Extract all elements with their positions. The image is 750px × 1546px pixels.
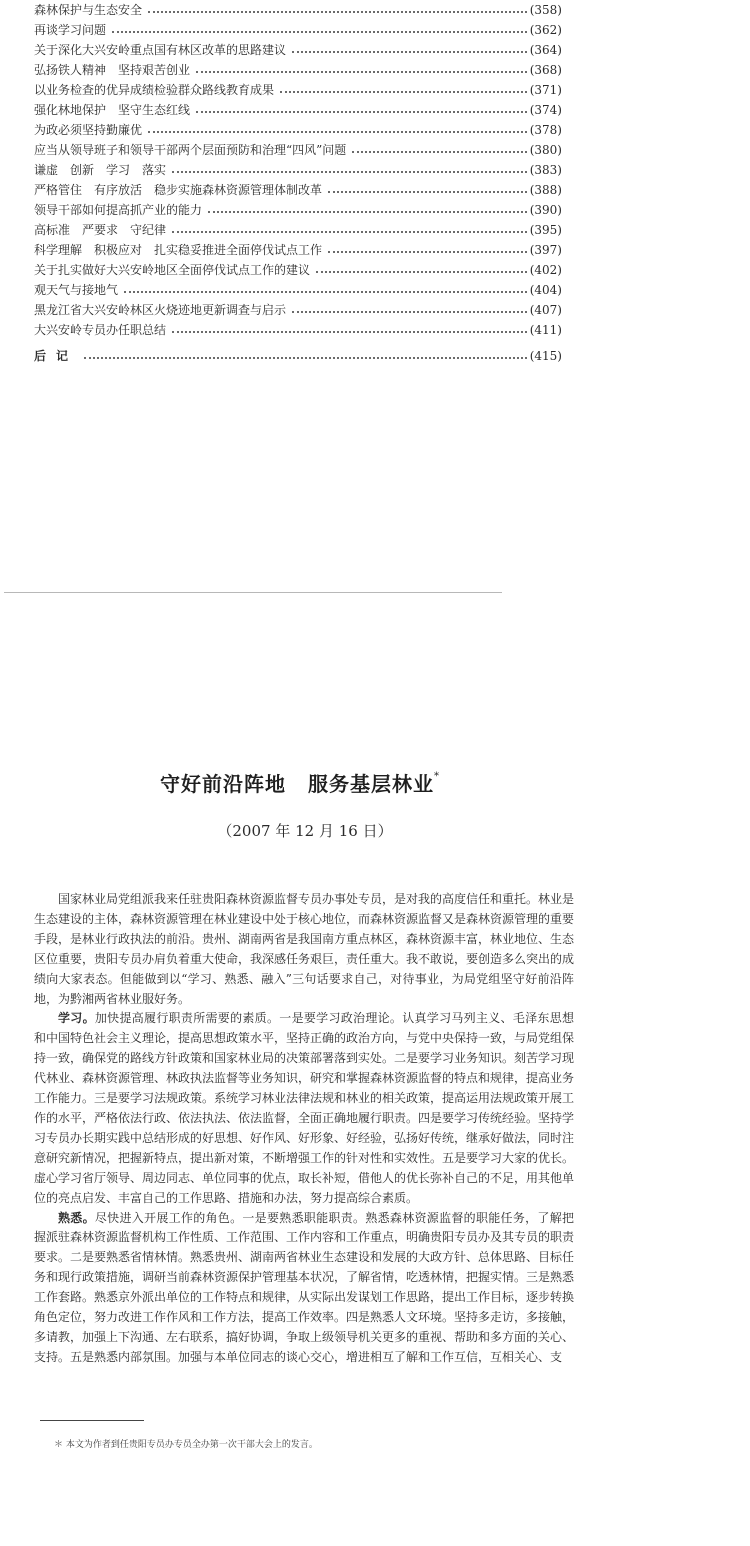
toc-entry-page: (383) (529, 163, 562, 177)
toc-entry-page: (374) (529, 103, 562, 117)
toc-entry[interactable] (34, 80, 562, 100)
toc-entry-title: 弘扬铁人精神 坚持艰苦创业 (34, 63, 191, 77)
toc-leader-dots (196, 111, 527, 113)
footnote-marker: * (434, 771, 440, 783)
toc-leader-dots (172, 231, 527, 233)
toc-leader-dots (148, 131, 527, 133)
toc-entry-title: 再谈学习问题 (34, 23, 107, 37)
toc-entry-page: (407) (529, 303, 562, 317)
toc-entry-afterword[interactable] (34, 346, 562, 366)
article-paragraph (34, 1009, 574, 1208)
toc-entry-page: (395) (529, 223, 562, 237)
toc-entry-title: 严格管住 有序放活 稳步实施森林资源管理体制改革 (34, 183, 323, 197)
toc-entry[interactable] (34, 200, 562, 220)
toc-leader-dots (352, 151, 526, 153)
toc-entry-page: (390) (529, 203, 562, 217)
article-body (34, 890, 574, 1368)
toc-entry-page: (368) (529, 63, 562, 77)
article-title-part1: 守好前沿阵地 (160, 772, 286, 796)
toc-entry[interactable] (34, 140, 562, 160)
toc-entry-title: 黑龙江省大兴安岭林区火烧迹地更新调查与启示 (34, 303, 287, 317)
toc-entry[interactable] (34, 160, 562, 180)
paragraph-lead: 学习。 (58, 1011, 95, 1026)
article-date: （2007 年 12 月 16 日） (217, 822, 393, 840)
toc-entry-page: (362) (529, 23, 562, 37)
article-title-part2: 服务基层林业 (308, 772, 434, 796)
toc-leader-dots (292, 51, 527, 53)
toc-entry[interactable] (34, 100, 562, 120)
toc-entry[interactable] (34, 220, 562, 240)
toc-leader-dots (280, 91, 527, 93)
footnote-rule (40, 1420, 144, 1421)
toc-entry-title: 科学理解 积极应对 扎实稳妥推进全面停伐试点工作 (34, 243, 323, 257)
toc-entry[interactable] (34, 240, 562, 260)
toc-entry-title: 关于扎实做好大兴安岭地区全面停伐试点工作的建议 (34, 263, 311, 277)
toc-leader-dots (316, 271, 527, 273)
toc-entry-page: (364) (529, 43, 562, 57)
toc-entry-title: 谦虚 创新 学习 落实 (34, 163, 167, 177)
toc-leader-dots (124, 291, 527, 293)
toc-leader-dots (292, 311, 527, 313)
toc-entry-title: 大兴安岭专员办任职总结 (34, 323, 167, 337)
toc-leader-dots (112, 31, 527, 33)
toc-leader-dots (208, 211, 527, 213)
toc-entry[interactable] (34, 20, 562, 40)
toc-entry-title: 观天气与接地气 (34, 283, 119, 297)
toc-entry[interactable] (34, 260, 562, 280)
toc-entry-title: 为政必须坚持勤廉优 (34, 123, 143, 137)
toc-entry[interactable] (34, 120, 562, 140)
toc-entry[interactable] (34, 280, 562, 300)
toc-entry[interactable] (34, 60, 562, 80)
toc-entry-page: (371) (529, 83, 562, 97)
toc-entry-title: 强化林地保护 坚守生态红线 (34, 103, 191, 117)
toc-entry-page: (358) (529, 3, 562, 17)
paragraph-text: 尽快进入开展工作的角色。一是要熟悉职能职责。熟悉森林资源监督的职能任务，了解把握派驻森林资源监督机构工作性质、工作范围、工作内容和工作重点，明确贵阳专员办及其专员的职责要求。二是要熟悉省情林情。熟悉贵州、湖南两省林业生态建设和发展的大政方针、总体思路、目标任务和现行政策措施，调研当前森林资源保护管理基本状况，了解省情，吃透林情，把握实情。三是熟悉工作套路。熟悉京外派出单位的工作特点和规律，从实际出发谋划工作思路，提出工作目标，逐步转换角色定位，努力改进工作作风和工作方法，提高工作效率。四是熟悉人文环境。坚持多走访，多接触，多请教，加强上下沟通、左右联系，搞好协调，争取上级领导机关更多的重视、帮助和多方面的关心、支持。五是熟悉内部氛围。加强与本单位同志的谈心交心，增进相互了解和工作互信，互相关心、支 (34, 1210, 575, 1364)
toc-leader-dots (148, 11, 527, 13)
toc-entry-title: 后记 (34, 349, 79, 363)
toc-leader-dots (84, 357, 527, 359)
paragraph-text: 国家林业局党组派我来任驻贵阳森林资源监督专员办事处专员，是对我的高度信任和重托。林业是生态建设的主体，森林资源管理在林业建设中处于核心地位，而森林资源监督又是森林资源管理的重要手段，是林业行政执法的前沿。贵州、湖南两省是我国南方重点林区，森林资源丰富，林业地位、生态区位重要，贵阳专员办肩负着重大使命，我深感任务艰巨，责任重大。我不敢说，要创造多么突出的成绩向大家表态。但能做到以“学习、熟悉、融入”三句话要求自己，对待事业，为局党组坚守好前沿阵地，为黔湘两省林业服好务。 (34, 892, 575, 1006)
toc-entry-page: (388) (529, 183, 562, 197)
toc-entry-page: (402) (529, 263, 562, 277)
toc-entry-title: 应当从领导班子和领导干部两个层面预防和治理“四风”问题 (34, 143, 347, 157)
toc-entry[interactable] (34, 320, 562, 340)
page-scan-edge (4, 592, 502, 593)
toc-entry-title: 高标准 严要求 守纪律 (34, 223, 167, 237)
article-paragraph (34, 890, 574, 1009)
toc-entry-page: (397) (529, 243, 562, 257)
footnote: ＊ 本文为作者到任贵阳专员办专员全办第一次干部大会上的发言。 (54, 1440, 318, 1450)
toc-entry-page: (404) (529, 283, 562, 297)
toc-leader-dots (196, 71, 527, 73)
paragraph-lead: 熟悉。 (58, 1210, 95, 1225)
toc-entry-title: 关于深化大兴安岭重点国有林区改革的思路建议 (34, 43, 287, 57)
toc-leader-dots (172, 171, 527, 173)
article-paragraph (34, 1209, 574, 1368)
toc-entry[interactable] (34, 180, 562, 200)
toc-entry-page: (380) (529, 143, 562, 157)
toc-leader-dots (172, 331, 527, 333)
article-title (0, 768, 600, 797)
toc-entry[interactable] (34, 40, 562, 60)
toc-entry-page: (378) (529, 123, 562, 137)
toc-entry-page: (415) (529, 349, 562, 363)
toc-entry-title: 森林保护与生态安全 (34, 3, 143, 17)
toc-entry[interactable] (34, 300, 562, 320)
toc-entry-page: (411) (529, 323, 562, 337)
toc-leader-dots (328, 251, 527, 253)
table-of-contents (34, 0, 562, 366)
toc-entry[interactable] (34, 0, 562, 20)
toc-entry-title: 以业务检查的优异成绩检验群众路线教育成果 (34, 83, 275, 97)
paragraph-text: 加快提高履行职责所需要的素质。一是要学习政治理论。认真学习马列主义、毛泽东思想和中国特色社会主义理论，提高思想政策水平，坚持正确的政治方向，与党中央保持一致，与局党组保持一致，确保党的路线方针政策和国家林业局的决策部署落到实处。二是要学习业务知识。刻苦学习现代林业、森林资源管理、林政执法监督等业务知识，研究和掌握森林资源监督的特点和规律，提高业务工作能力。三是要学习法规政策。系统学习林业法律法规和林业的相关政策，提高运用法规政策开展工作的水平，严格依法行政、依法执法、依法监督，全面正确地履行职责。四是要学习传统经验。坚持学习专员办长期实践中总结形成的好思想、好作风、好形象、好经验，弘扬好传统，继承好做法，同时注意研究新情况，把握新特点，提出新对策，不断增强工作的针对性和实效性。五是要学习大家的优长。虚心学习省厅领导、周边同志、单位同事的优点，取长补短，借他人的优长弥补自己的不足，用其他单位的亮点启发、丰富自己的工作思路、措施和办法，努力提高综合素质。 (34, 1011, 575, 1205)
toc-leader-dots (328, 191, 527, 193)
toc-entry-title: 领导干部如何提高抓产业的能力 (34, 203, 203, 217)
